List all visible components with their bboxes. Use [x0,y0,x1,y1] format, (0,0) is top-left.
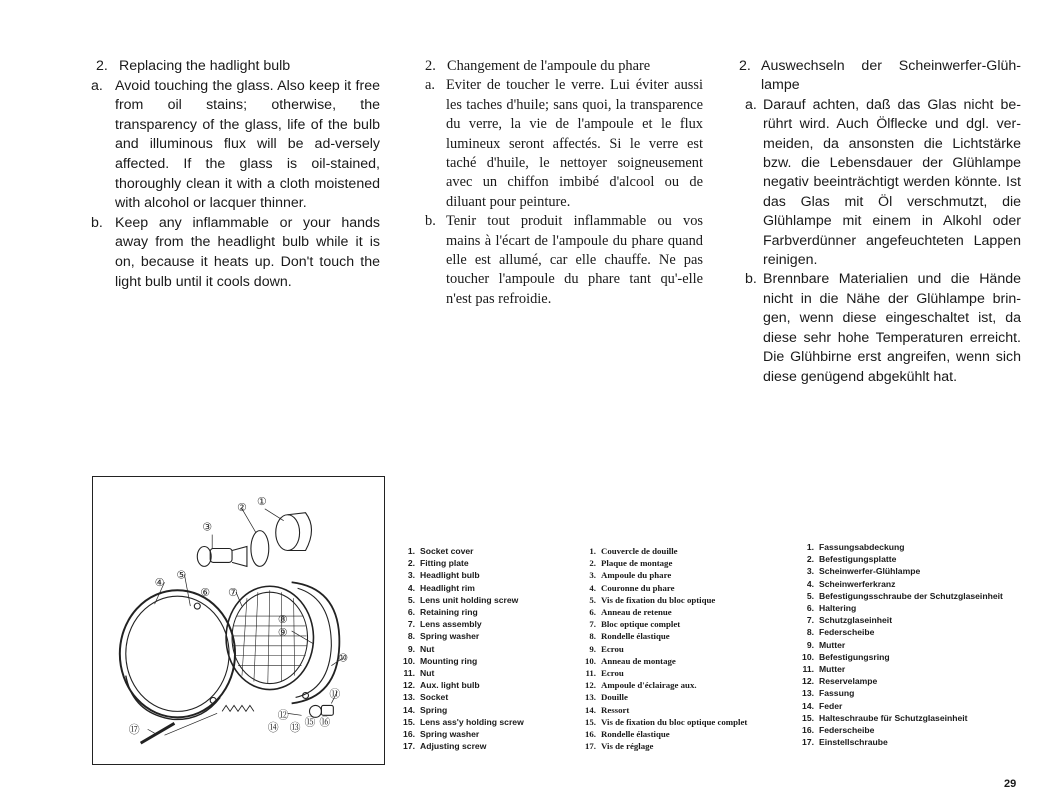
heading-number: 2. [425,58,436,74]
legend-number: 11. [403,668,415,679]
legend-text: Ecrou [601,668,624,679]
legend-text: Ecrou [601,643,624,654]
item-label: b. [745,271,757,288]
legend-text: Douille [601,692,628,703]
legend-item [578,740,747,752]
legend-number: 3. [806,566,814,577]
french-heading [425,57,703,76]
heading-text: Replacing the hadlight bulb [119,58,291,74]
callout-2: ② [237,500,247,514]
legend-number: 6. [407,607,415,618]
legend-item [796,687,1003,699]
legend-item [397,582,524,594]
legend-item [796,700,1003,712]
legend-text: Headlight rim [420,582,475,593]
legend-number: 7. [407,619,415,630]
legend-number: 17. [802,737,814,748]
legend-text: Aux. light bulb [420,680,480,691]
legend-number: 6. [589,607,596,618]
item-text: Keep any inflammable or your hands away from the headlight bulb while it is on, because it heats up. Don't touch the light bulb until it cools down. [115,214,380,290]
legend-text: Reservelampe [819,676,878,687]
heading-text: Auswechseln der Scheinwerfer-Glüh-lampe [761,58,1021,94]
legend-item [578,691,747,703]
headlight-exploded-diagram [92,476,385,765]
legend-item [397,740,524,752]
legend-item [578,704,747,716]
english-heading [96,57,380,77]
legend-item [397,557,524,569]
legend-number: 9. [407,643,415,654]
french-item-a [425,76,703,212]
legend-text: Vis de fixation du bloc optique [601,594,716,605]
mounting-ring [292,582,340,703]
legend-item [397,569,524,581]
legend-number: 11. [585,668,596,679]
legend-number: 5. [589,594,596,605]
legend-number: 5. [407,594,415,605]
french-column [425,57,703,309]
legend-text: Rondelle élastique [601,729,670,740]
page-number: 29 [1004,778,1017,790]
heading-number: 2. [96,58,108,74]
legend-text: Befestigungsring [819,651,890,662]
callout-8: ⑧ [277,612,288,626]
legend-number: 1. [589,546,596,556]
legend-number: 3. [407,570,415,581]
heading-number: 2. [739,58,751,74]
legend-item [796,651,1003,663]
legend-number: 1. [806,542,814,552]
callout-14: ⑭ [267,721,279,735]
legend-text: Vis de fixation du bloc optique complet [601,716,748,727]
legend-item [397,716,524,728]
legend-text: Spring washer [420,631,480,642]
legend-number: 5. [806,590,814,601]
headlight-rim [120,590,235,717]
legend-text: Mutter [819,664,846,675]
legend-item [578,716,747,728]
item-label: a. [745,96,757,113]
legend-number: 14. [802,700,814,711]
callout-3: ③ [202,520,213,534]
legend-item [397,728,524,740]
legend-number: 16. [403,729,415,740]
legend-number: 10. [403,655,415,666]
legend-item [578,643,747,655]
legend-text: Federscheibe [819,725,875,736]
legend-number: 4. [407,582,415,593]
legend-text: Haltering [819,603,857,614]
legend-item [578,557,747,569]
legend-number: 7. [806,615,814,626]
legend-item [397,704,524,716]
legend-number: 10. [802,651,814,662]
legend-number: 4. [806,578,814,589]
legend-number: 3. [589,570,596,581]
legend-number: 11. [802,664,814,675]
legend-item [397,630,524,642]
legend-text: Ampoule d'éclairage aux. [601,680,697,691]
diagram-drawing [93,477,384,764]
german-heading [739,57,1021,96]
legend-item [578,655,747,667]
legend-item [796,712,1003,724]
legend-number: 12. [585,680,596,691]
legend-german [796,541,1003,748]
legend-item [796,639,1003,651]
legend-text: Scheinwerfer-Glühlampe [819,566,921,577]
legend-text: Couvercle de douille [601,546,678,556]
legend-text: Rondelle élastique [601,631,670,642]
legend-number: 2. [806,554,814,565]
legend-text: Spring washer [420,729,480,740]
legend-text: Couronne du phare [601,582,675,593]
legend-number: 2. [589,558,596,569]
legend-text: Einstellschraube [819,737,888,748]
callout-9: ⑨ [277,625,288,639]
legend-text: Federscheibe [819,627,875,638]
legend-number: 1. [407,546,415,556]
callout-17: ⑰ [128,723,140,737]
legend-number: 15. [585,716,596,727]
legend-number: 17. [585,741,596,752]
legend-text: Socket [420,692,449,703]
item-label: a. [425,77,435,94]
legend-item [796,614,1003,626]
legend-number: 7. [589,619,596,630]
legend-text: Halteschraube für Schutzglaseinheit [819,712,968,723]
legend-item [578,545,747,557]
french-item-b [425,212,703,309]
item-text: Tenir tout produit inflammable ou vos mains à l'écart de l'ampoule du phare quand elle est allumé, car elle chauffe. Ne pas toucher l'ampoule du phare tant qu'-elle n'est pas refroidie. [446,213,703,307]
german-column [739,57,1021,387]
legend-item [578,728,747,740]
legend-english [397,545,524,752]
english-item-a [91,77,380,214]
legend-text: Plaque de montage [601,558,673,569]
legend-number: 10. [585,655,596,666]
legend-number: 9. [589,643,596,654]
item-label: b. [425,213,436,230]
legend-text: Feder [819,700,843,711]
legend-text: Lens ass'y holding screw [420,716,524,727]
english-item-b [91,214,380,292]
spring [222,705,254,711]
legend-item [397,594,524,606]
legend-number: 8. [407,631,415,642]
legend-number: 16. [585,729,596,740]
legend-text: Mutter [819,639,846,650]
legend-item [796,541,1003,553]
legend-number: 2. [407,558,415,569]
legend-item [796,602,1003,614]
legend-text: Lens unit holding screw [420,594,519,605]
legend-item [578,569,747,581]
fitting-plate [251,531,269,567]
callout-12: ⑫ [277,708,289,722]
legend-text: Adjusting screw [420,741,487,752]
callout-6: ⑥ [200,586,211,600]
legend-number: 12. [403,680,415,691]
callout-1: ① [256,494,267,508]
legend-number: 9. [806,639,814,650]
legend-number: 8. [806,627,814,638]
german-item-a [745,96,1021,271]
legend-text: Headlight bulb [420,570,480,581]
legend-text: Spring [420,704,448,715]
callout-5: ⑤ [176,568,187,582]
legend-item [796,565,1003,577]
legend-item [578,594,747,606]
legend-item [796,724,1003,736]
item-text: Brennbare Materialien und die Hände nicht in die Nähe der Glühlampe brin-gen, wenn diese eingeschaltet ist, da diese sehr hohe Temperaturen erreicht. Die Glühbirne erst angreifen, wenn sich diese genügend abgekühlt hat. [763,271,1021,385]
callout-10: ⑩ [338,651,349,665]
socket-cover [276,513,312,551]
legend-text: Fassungsabdeckung [819,542,905,552]
legend-text: Schutzglaseinheit [819,615,893,626]
legend-number: 6. [806,603,814,614]
legend-item [578,582,747,594]
legend-number: 12. [802,676,814,687]
legend-item [796,590,1003,602]
item-label: b. [91,214,103,231]
legend-text: Ressort [601,704,630,715]
legend-number: 13. [403,692,415,703]
legend-item [397,679,524,691]
legend-number: 17. [403,741,415,752]
legend-item [578,606,747,618]
item-text: Darauf achten, daß das Glas nicht be-rührt wird. Auch Ölflecke und dgl. ver-meiden, da ansonsten die Lichtstärke bzw. die Lebensdauer der Glühlampe negativ beeinträchtigt werden könnte. Ist das Glas mit Öl verschmutzt, die Glühlampe mit einem in Alkohl oder Farbverdünner angefeuchteten Lappen reinigen. [763,96,1021,269]
legend-item [578,667,747,679]
legend-item [397,667,524,679]
item-label: a. [91,77,103,94]
legend-item [397,545,524,557]
legend-text: Anneau de montage [601,655,676,666]
legend-text: Lens assembly [420,619,482,630]
legend-item [796,736,1003,748]
legend-text: Befestigungsplatte [819,554,897,565]
legend-number: 14. [403,704,415,715]
legend-text: Ampoule du phare [601,570,672,581]
legend-item [796,626,1003,638]
legend-item [397,655,524,667]
legend-item [578,618,747,630]
legend-item [397,643,524,655]
legend-french [578,545,747,752]
legend-text: Anneau de retenue [601,607,672,618]
legend-text: Socket cover [420,546,474,556]
legend-text: Retaining ring [420,607,478,618]
legend-number: 15. [802,712,814,723]
legend-text: Mounting ring [420,655,478,666]
legend-number: 4. [589,582,596,593]
german-item-b [745,270,1021,386]
legend-item [796,675,1003,687]
item-text: Avoid touching the glass. Also keep it free from oil stains; otherwise, the transparency of the glass, life of the bulb and illuminous flux will be ad-versely affected. If the glass is oil-stained, thoroughly clean it with a cloth moistened with alcohol or lacquer thinner. [115,77,380,212]
legend-text: Fitting plate [420,558,469,569]
legend-text: Nut [420,643,435,654]
callout-7: ⑦ [228,586,238,600]
bulb-assembly [197,547,247,567]
legend-text: Fassung [819,688,855,699]
legend-number: 16. [802,725,814,736]
legend-item [578,630,747,642]
legend-item [397,691,524,703]
item-text: Eviter de toucher le verre. Lui éviter aussi les taches d'huile; sans quoi, la transparence du verre, la vie de l'ampoule et le flux lumineux seront affectés. Si le verre est taché d'huile, le nettoyer soigneusement avec un chiffon imbibé d'alcool ou de diluant pour peinture. [446,77,703,210]
legend-text: Vis de réglage [601,741,654,752]
legend-number: 15. [403,716,415,727]
heading-text: Changement de l'ampoule du phare [447,58,651,74]
legend-number: 14. [585,704,596,715]
legend-number: 8. [589,631,596,642]
legend-item [578,679,747,691]
legend-text: Nut [420,668,435,679]
callout-13: ⑬ [289,721,301,735]
legend-text: Scheinwerferkranz [819,578,896,589]
callout-numbers [129,495,349,736]
english-column [91,57,380,292]
callout-11: ⑪ [329,687,341,701]
callout-16: ⑯ [319,715,331,729]
legend-text: Befestigungsschraube der Schutzglaseinheit [819,590,1003,601]
callout-15: ⑮ [304,715,316,729]
callout-4: ④ [154,576,165,590]
legend-item [397,618,524,630]
legend-text: Bloc optique complet [601,619,681,630]
legend-number: 13. [585,692,596,703]
legend-item [796,578,1003,590]
legend-item [796,553,1003,565]
legend-number: 13. [802,688,814,699]
legend-item [796,663,1003,675]
legend-item [397,606,524,618]
